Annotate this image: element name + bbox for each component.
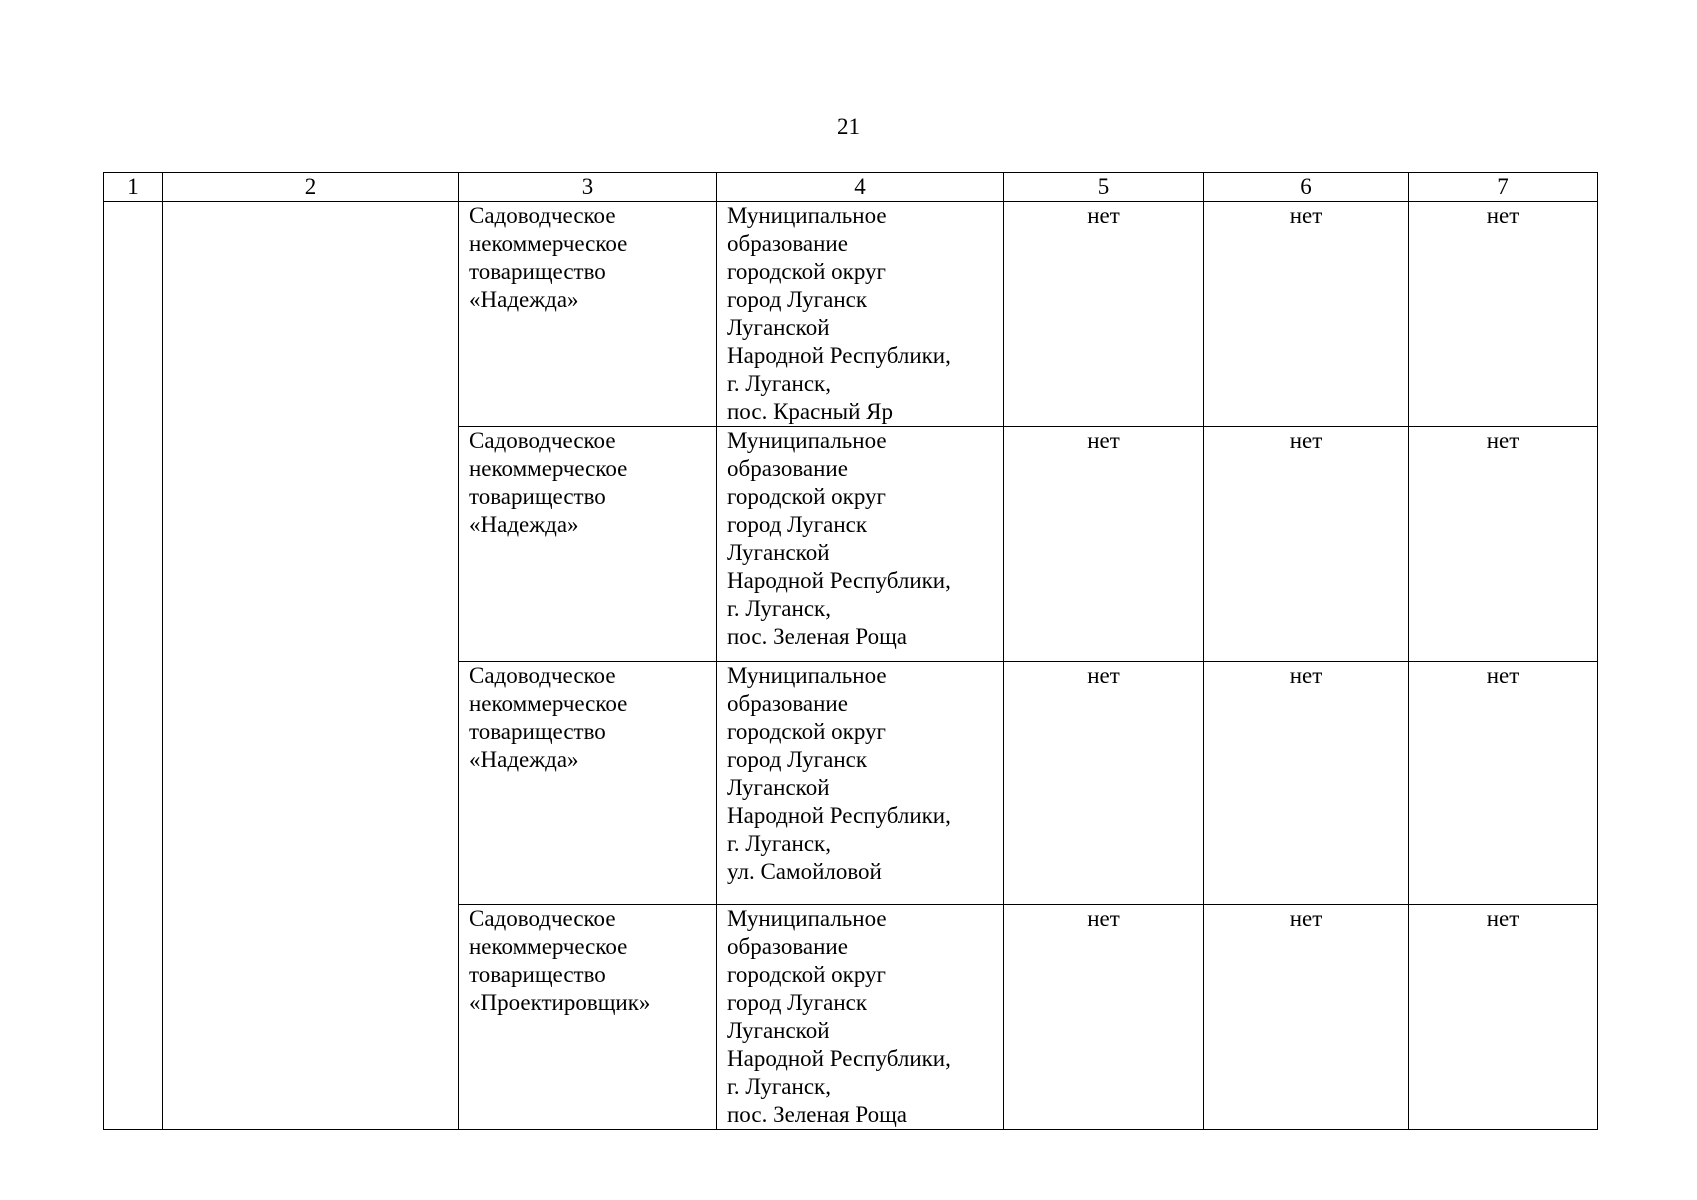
location-line: город Луганск (727, 512, 868, 537)
location-line: городской округ (727, 484, 886, 509)
column-5-value: нет (1004, 202, 1204, 427)
location-line: образование (727, 691, 848, 716)
org-line: «Надежда» (469, 287, 579, 312)
org-line: Садоводческое (469, 203, 616, 228)
column-7-value: нет (1409, 427, 1598, 662)
org-line: товарищество (469, 962, 606, 987)
location-line: Народной Республики, (727, 803, 951, 828)
organization-cell (459, 662, 717, 905)
org-line: товарищество (469, 719, 606, 744)
location-line: городской округ (727, 962, 886, 987)
location-line: Муниципальное (727, 428, 887, 453)
location-line: Луганской (727, 315, 830, 340)
table-row (104, 202, 1598, 427)
column-5-value: нет (1004, 427, 1204, 662)
location-line: пос. Зеленая Роща (727, 624, 907, 649)
org-line: «Надежда» (469, 512, 579, 537)
column-header: 3 (459, 173, 717, 202)
location-line: г. Луганск, (727, 371, 831, 396)
document-table (103, 172, 1598, 1130)
location-line: ул. Самойловой (727, 859, 882, 884)
page-number: 21 (837, 114, 860, 139)
location-line: пос. Зеленая Роща (727, 1102, 907, 1127)
organization-cell (459, 905, 717, 1130)
column-header: 5 (1004, 173, 1204, 202)
column-header: 2 (163, 173, 459, 202)
location-line: городской округ (727, 259, 886, 284)
column-5-value: нет (1004, 905, 1204, 1130)
location-line: Народной Республики, (727, 1046, 951, 1071)
org-line: товарищество (469, 259, 606, 284)
location-cell (717, 202, 1004, 427)
column-7-value: нет (1409, 202, 1598, 427)
location-line: город Луганск (727, 990, 868, 1015)
column-header: 4 (717, 173, 1004, 202)
column-2-merged-cell (163, 202, 459, 1130)
location-cell (717, 905, 1004, 1130)
location-line: Луганской (727, 540, 830, 565)
org-line: некоммерческое (469, 456, 628, 481)
org-line: Садоводческое (469, 906, 616, 931)
org-line: «Надежда» (469, 747, 579, 772)
location-line: Муниципальное (727, 663, 887, 688)
column-1-merged-cell (104, 202, 163, 1130)
organization-cell (459, 427, 717, 662)
location-line: Народной Республики, (727, 343, 951, 368)
location-line: Луганской (727, 1018, 830, 1043)
column-7-value: нет (1409, 662, 1598, 905)
location-line: г. Луганск, (727, 831, 831, 856)
column-6-value: нет (1204, 202, 1409, 427)
location-line: город Луганск (727, 287, 868, 312)
location-line: Муниципальное (727, 906, 887, 931)
location-line: Муниципальное (727, 203, 887, 228)
column-5-value: нет (1004, 662, 1204, 905)
organization-cell (459, 202, 717, 427)
location-line: образование (727, 231, 848, 256)
org-line: некоммерческое (469, 691, 628, 716)
location-line: г. Луганск, (727, 1074, 831, 1099)
column-6-value: нет (1204, 662, 1409, 905)
location-cell (717, 662, 1004, 905)
column-header: 6 (1204, 173, 1409, 202)
location-line: пос. Красный Яр (727, 399, 894, 424)
column-header: 7 (1409, 173, 1598, 202)
org-line: некоммерческое (469, 934, 628, 959)
location-line: г. Луганск, (727, 596, 831, 621)
location-cell (717, 427, 1004, 662)
org-line: Садоводческое (469, 428, 616, 453)
org-line: «Проектировщик» (469, 990, 651, 1015)
org-line: Садоводческое (469, 663, 616, 688)
column-6-value: нет (1204, 427, 1409, 662)
location-line: город Луганск (727, 747, 868, 772)
org-line: некоммерческое (469, 231, 628, 256)
location-line: образование (727, 456, 848, 481)
column-7-value: нет (1409, 905, 1598, 1130)
location-line: Народной Республики, (727, 568, 951, 593)
location-line: городской округ (727, 719, 886, 744)
location-line: образование (727, 934, 848, 959)
org-line: товарищество (469, 484, 606, 509)
table-header-row (104, 173, 1598, 202)
column-6-value: нет (1204, 905, 1409, 1130)
location-line: Луганской (727, 775, 830, 800)
column-header: 1 (104, 173, 163, 202)
